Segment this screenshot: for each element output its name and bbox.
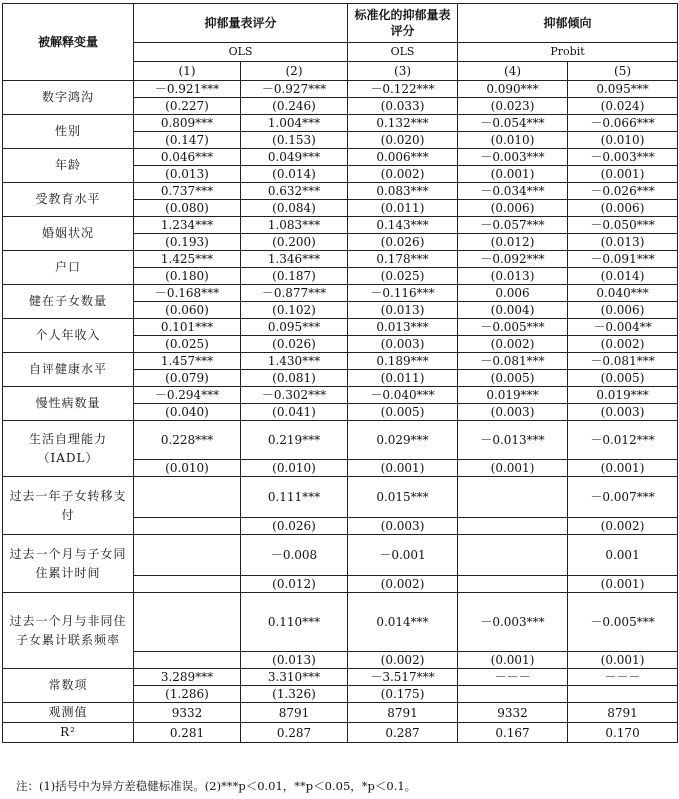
se-cell: (0.193) bbox=[134, 234, 241, 251]
variable-label: 婚姻状况 bbox=[3, 217, 134, 251]
coef-cell: －0.927*** bbox=[241, 81, 348, 98]
se-cell: (0.180) bbox=[134, 268, 241, 285]
coef-cell bbox=[458, 535, 568, 576]
coef-cell: 1.425*** bbox=[134, 251, 241, 268]
coef-row bbox=[3, 115, 678, 132]
coef-row bbox=[3, 285, 678, 302]
header-row-1 bbox=[3, 4, 678, 43]
se-cell: (0.246) bbox=[241, 98, 348, 115]
se-cell: (0.079) bbox=[134, 370, 241, 387]
coef-cell: －0.168*** bbox=[134, 285, 241, 302]
coef-cell bbox=[134, 477, 241, 518]
se-cell: (0.001) bbox=[458, 166, 568, 183]
table-note: 注：(1)括号中为异方差稳健标准误。(2)***p＜0.01，**p＜0.05，*p＜0.1。 bbox=[16, 779, 417, 793]
coef-cell: 0.014*** bbox=[348, 593, 458, 652]
coef-cell: －0.003*** bbox=[458, 149, 568, 166]
coef-cell: 0.110*** bbox=[241, 593, 348, 652]
se-cell: (0.006) bbox=[458, 200, 568, 217]
coef-cell: －0.005*** bbox=[458, 319, 568, 336]
coef-cell: 0.049*** bbox=[241, 149, 348, 166]
coef-cell: －－－ bbox=[458, 669, 568, 686]
se-cell: (1.286) bbox=[134, 686, 241, 703]
se-cell: (0.026) bbox=[241, 518, 348, 535]
coef-cell: －－－ bbox=[568, 669, 678, 686]
col-number: (1) bbox=[134, 62, 241, 81]
coef-cell: －0.081*** bbox=[568, 353, 678, 370]
footer-value: 0.287 bbox=[241, 723, 348, 743]
coef-cell: 1.083*** bbox=[241, 217, 348, 234]
se-cell: (0.040) bbox=[134, 404, 241, 421]
coef-row bbox=[3, 319, 678, 336]
coef-cell: 1.457*** bbox=[134, 353, 241, 370]
coef-row bbox=[3, 183, 678, 200]
coef-cell: 3.289*** bbox=[134, 669, 241, 686]
variable-label: 过去一年子女转移支付 bbox=[3, 477, 134, 535]
coef-cell: 0.013*** bbox=[348, 319, 458, 336]
coef-cell: 1.430*** bbox=[241, 353, 348, 370]
coef-cell bbox=[134, 535, 241, 576]
footer-row bbox=[3, 703, 678, 723]
coef-cell: －0.116*** bbox=[348, 285, 458, 302]
variable-label: 户口 bbox=[3, 251, 134, 285]
coef-cell: －0.004** bbox=[568, 319, 678, 336]
se-cell: (0.003) bbox=[458, 404, 568, 421]
se-cell: (0.081) bbox=[241, 370, 348, 387]
se-cell: (0.005) bbox=[568, 370, 678, 387]
se-cell: (1.326) bbox=[241, 686, 348, 703]
coef-cell: 0.040*** bbox=[568, 285, 678, 302]
se-cell: (0.012) bbox=[458, 234, 568, 251]
coef-cell: －0.921*** bbox=[134, 81, 241, 98]
coef-cell: －3.517*** bbox=[348, 669, 458, 686]
se-cell: (0.041) bbox=[241, 404, 348, 421]
coef-cell: －0.003*** bbox=[568, 149, 678, 166]
coef-cell: －0.008 bbox=[241, 535, 348, 576]
coef-row bbox=[3, 669, 678, 686]
coef-cell bbox=[134, 593, 241, 652]
regression-table bbox=[2, 3, 678, 743]
se-cell: (0.013) bbox=[568, 234, 678, 251]
se-cell: (0.003) bbox=[348, 336, 458, 353]
se-cell bbox=[458, 576, 568, 593]
footer-value: 0.287 bbox=[348, 723, 458, 743]
se-cell: (0.001) bbox=[568, 652, 678, 669]
se-cell: (0.013) bbox=[348, 302, 458, 319]
coef-cell: 0.046*** bbox=[134, 149, 241, 166]
se-cell bbox=[568, 686, 678, 703]
coef-row bbox=[3, 535, 678, 576]
coef-cell: 0.632*** bbox=[241, 183, 348, 200]
coef-cell: 0.090*** bbox=[458, 81, 568, 98]
se-cell: (0.026) bbox=[348, 234, 458, 251]
se-cell: (0.002) bbox=[348, 652, 458, 669]
coef-cell: 0.095*** bbox=[568, 81, 678, 98]
coef-row bbox=[3, 251, 678, 268]
method-ols-2: OLS bbox=[348, 43, 458, 62]
se-cell: (0.006) bbox=[568, 200, 678, 217]
coef-cell: －0.057*** bbox=[458, 217, 568, 234]
coef-cell: 1.004*** bbox=[241, 115, 348, 132]
coef-cell: －0.050*** bbox=[568, 217, 678, 234]
se-cell: (0.147) bbox=[134, 132, 241, 149]
coef-cell: 0.029*** bbox=[348, 421, 458, 460]
variable-label: 生活自理能力（IADL） bbox=[3, 421, 134, 477]
coef-cell: －0.122*** bbox=[348, 81, 458, 98]
se-cell: (0.002) bbox=[348, 166, 458, 183]
variable-label: 性别 bbox=[3, 115, 134, 149]
variable-label: 慢性病数量 bbox=[3, 387, 134, 421]
variable-label: 健在子女数量 bbox=[3, 285, 134, 319]
coef-cell: 0.737*** bbox=[134, 183, 241, 200]
se-cell: (0.011) bbox=[348, 200, 458, 217]
se-cell: (0.003) bbox=[568, 404, 678, 421]
variable-label: 年龄 bbox=[3, 149, 134, 183]
coef-cell: 0.219*** bbox=[241, 421, 348, 460]
se-cell: (0.011) bbox=[348, 370, 458, 387]
se-cell: (0.187) bbox=[241, 268, 348, 285]
se-cell: (0.005) bbox=[348, 404, 458, 421]
coef-row bbox=[3, 353, 678, 370]
se-cell: (0.001) bbox=[568, 460, 678, 477]
coef-cell: －0.302*** bbox=[241, 387, 348, 404]
se-cell bbox=[134, 652, 241, 669]
coef-cell bbox=[458, 477, 568, 518]
footer-value: 8791 bbox=[568, 703, 678, 723]
se-cell: (0.014) bbox=[568, 268, 678, 285]
se-cell: (0.227) bbox=[134, 98, 241, 115]
coef-cell: －0.294*** bbox=[134, 387, 241, 404]
se-cell: (0.012) bbox=[241, 576, 348, 593]
coef-cell: 0.809*** bbox=[134, 115, 241, 132]
se-cell: (0.013) bbox=[458, 268, 568, 285]
col-number: (5) bbox=[568, 62, 678, 81]
coef-cell: 0.111*** bbox=[241, 477, 348, 518]
coef-cell: －0.877*** bbox=[241, 285, 348, 302]
coef-cell: 0.006*** bbox=[348, 149, 458, 166]
coef-cell: －0.081*** bbox=[458, 353, 568, 370]
coef-cell: 1.234*** bbox=[134, 217, 241, 234]
se-cell: (0.033) bbox=[348, 98, 458, 115]
coef-row bbox=[3, 149, 678, 166]
coef-cell: －0.091*** bbox=[568, 251, 678, 268]
footer-value: 9332 bbox=[458, 703, 568, 723]
se-cell: (0.200) bbox=[241, 234, 348, 251]
method-ols-1: OLS bbox=[134, 43, 348, 62]
se-cell: (0.102) bbox=[241, 302, 348, 319]
coef-cell: 0.228*** bbox=[134, 421, 241, 460]
se-cell: (0.003) bbox=[348, 518, 458, 535]
coef-cell: 0.019*** bbox=[568, 387, 678, 404]
variable-label: 个人年收入 bbox=[3, 319, 134, 353]
se-cell: (0.001) bbox=[568, 576, 678, 593]
coef-cell: 0.095*** bbox=[241, 319, 348, 336]
group-header-depression-score: 抑郁量表评分 bbox=[134, 4, 348, 43]
se-cell: (0.025) bbox=[348, 268, 458, 285]
se-cell: (0.025) bbox=[134, 336, 241, 353]
coef-cell: 0.019*** bbox=[458, 387, 568, 404]
se-cell: (0.001) bbox=[458, 652, 568, 669]
se-cell: (0.084) bbox=[241, 200, 348, 217]
coef-cell: 0.001 bbox=[568, 535, 678, 576]
se-cell: (0.153) bbox=[241, 132, 348, 149]
coef-cell: －0.005*** bbox=[568, 593, 678, 652]
footer-value: 0.167 bbox=[458, 723, 568, 743]
se-cell: (0.002) bbox=[348, 576, 458, 593]
footer-label: R² bbox=[3, 723, 134, 743]
se-cell: (0.013) bbox=[134, 166, 241, 183]
footer-label: 观测值 bbox=[3, 703, 134, 723]
se-cell: (0.023) bbox=[458, 98, 568, 115]
coef-cell: －0.092*** bbox=[458, 251, 568, 268]
se-cell: (0.020) bbox=[348, 132, 458, 149]
coef-cell: 0.083*** bbox=[348, 183, 458, 200]
coef-cell: －0.034*** bbox=[458, 183, 568, 200]
footer-value: 9332 bbox=[134, 703, 241, 723]
se-cell: (0.006) bbox=[568, 302, 678, 319]
coef-cell: 0.178*** bbox=[348, 251, 458, 268]
coef-row bbox=[3, 477, 678, 518]
col-number: (2) bbox=[241, 62, 348, 81]
group-header-standardized-score: 标准化的抑郁量表评分 bbox=[348, 4, 458, 43]
group-header-depression-tendency: 抑郁倾向 bbox=[458, 4, 678, 43]
variable-label: 过去一个月与子女同住累计时间 bbox=[3, 535, 134, 593]
variable-label: 受教育水平 bbox=[3, 183, 134, 217]
coef-row bbox=[3, 217, 678, 234]
variable-label: 自评健康水平 bbox=[3, 353, 134, 387]
col-number: (4) bbox=[458, 62, 568, 81]
coef-cell: 3.310*** bbox=[241, 669, 348, 686]
se-cell: (0.175) bbox=[348, 686, 458, 703]
footer-value: 0.281 bbox=[134, 723, 241, 743]
coef-cell: 1.346*** bbox=[241, 251, 348, 268]
coef-cell: －0.040*** bbox=[348, 387, 458, 404]
se-cell bbox=[458, 518, 568, 535]
coef-row bbox=[3, 421, 678, 460]
coef-cell: －0.054*** bbox=[458, 115, 568, 132]
coef-cell: －0.013*** bbox=[458, 421, 568, 460]
coef-cell: －0.012*** bbox=[568, 421, 678, 460]
se-cell: (0.060) bbox=[134, 302, 241, 319]
coef-row bbox=[3, 81, 678, 98]
footer-value: 8791 bbox=[241, 703, 348, 723]
se-cell bbox=[458, 686, 568, 703]
se-cell: (0.005) bbox=[458, 370, 568, 387]
se-cell: (0.080) bbox=[134, 200, 241, 217]
se-cell: (0.001) bbox=[348, 460, 458, 477]
se-cell: (0.026) bbox=[241, 336, 348, 353]
se-cell: (0.014) bbox=[241, 166, 348, 183]
se-cell: (0.010) bbox=[458, 132, 568, 149]
se-cell: (0.002) bbox=[568, 336, 678, 353]
coef-cell: 0.132*** bbox=[348, 115, 458, 132]
method-probit: Probit bbox=[458, 43, 678, 62]
coef-cell: －0.026*** bbox=[568, 183, 678, 200]
coef-cell: 0.101*** bbox=[134, 319, 241, 336]
se-cell bbox=[134, 576, 241, 593]
se-cell bbox=[134, 518, 241, 535]
coef-cell: －0.066*** bbox=[568, 115, 678, 132]
coef-cell: 0.189*** bbox=[348, 353, 458, 370]
se-cell: (0.024) bbox=[568, 98, 678, 115]
footer-row bbox=[3, 723, 678, 743]
se-cell: (0.010) bbox=[568, 132, 678, 149]
footer-value: 8791 bbox=[348, 703, 458, 723]
footer-value: 0.170 bbox=[568, 723, 678, 743]
se-cell: (0.002) bbox=[568, 518, 678, 535]
se-cell: (0.010) bbox=[134, 460, 241, 477]
se-cell: (0.001) bbox=[458, 460, 568, 477]
se-cell: (0.002) bbox=[458, 336, 568, 353]
coef-cell: 0.006 bbox=[458, 285, 568, 302]
coef-cell: －0.001 bbox=[348, 535, 458, 576]
variable-label: 数字鸿沟 bbox=[3, 81, 134, 115]
se-cell: (0.010) bbox=[241, 460, 348, 477]
coef-row bbox=[3, 593, 678, 652]
coef-cell: －0.003*** bbox=[458, 593, 568, 652]
col-number: (3) bbox=[348, 62, 458, 81]
variable-label: 过去一个月与非同住子女累计联系频率 bbox=[3, 593, 134, 669]
row-label-header: 被解释变量 bbox=[3, 4, 134, 81]
coef-cell: 0.015*** bbox=[348, 477, 458, 518]
variable-label: 常数项 bbox=[3, 669, 134, 703]
coef-cell: 0.143*** bbox=[348, 217, 458, 234]
se-cell: (0.001) bbox=[568, 166, 678, 183]
se-cell: (0.013) bbox=[241, 652, 348, 669]
se-cell: (0.004) bbox=[458, 302, 568, 319]
coef-cell: －0.007*** bbox=[568, 477, 678, 518]
coef-row bbox=[3, 387, 678, 404]
